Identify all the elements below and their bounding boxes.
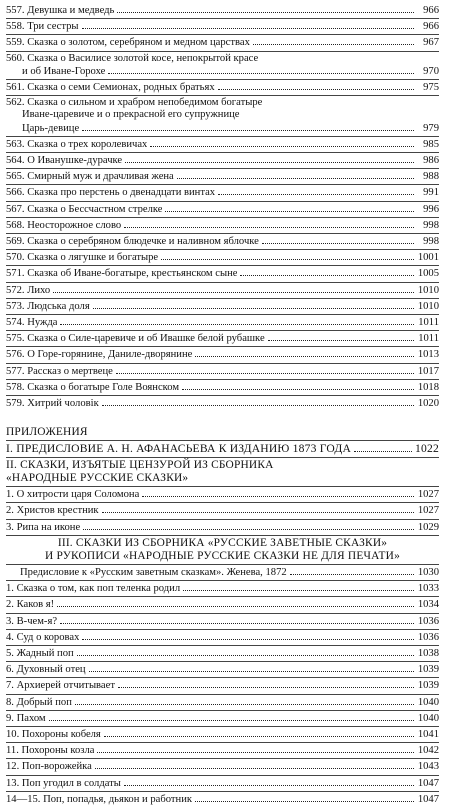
toc-entry [6, 521, 439, 534]
entry-title: 577. Рассказ о мертвеце [6, 365, 113, 377]
toc-entry [6, 81, 439, 94]
divider [6, 184, 439, 185]
entry-title-line: Царь-девице [22, 122, 80, 134]
section-3-list [6, 582, 439, 806]
page-number: 967 [423, 37, 439, 49]
dot-leader [97, 752, 414, 753]
divider [6, 395, 439, 396]
entry-title: 574. Нужда [6, 317, 58, 329]
divider [6, 677, 439, 678]
divider [6, 379, 439, 380]
dot-leader [183, 590, 414, 591]
dot-leader [82, 130, 414, 131]
entry-title: 575. Сказка о Силе-царевиче и об Ивашке белой рубашке [6, 333, 265, 345]
page-number: 1047 [417, 793, 439, 805]
toc-entry [6, 97, 439, 135]
divider [6, 233, 439, 234]
toc-entry [6, 316, 439, 329]
entry-title: 10. Похороны кобеля [6, 728, 101, 740]
page-number: 1036 [417, 615, 439, 627]
dot-leader [262, 243, 414, 244]
toc-entry [6, 663, 439, 676]
divider [6, 502, 439, 503]
entry-title: 1. Сказка о том, как поп теленка родил [6, 583, 181, 595]
toc-entry [6, 397, 439, 410]
divider [6, 710, 439, 711]
dot-leader [218, 89, 414, 90]
page-number: 970 [423, 65, 439, 77]
dot-leader [95, 768, 414, 769]
appendix-section-3-title-line1: III. СКАЗКИ ИЗ СБОРНИКА «РУССКИЕ ЗАВЕТНЫЕ СКАЗКИ» [57, 536, 388, 549]
page-number: 1038 [417, 647, 439, 659]
entry-title: 6. Духовный отец [6, 664, 86, 676]
entry-title-line: Иване-царевиче и о прекрасной его супружнице [22, 109, 240, 121]
divider [6, 580, 439, 581]
page-number: 966 [423, 21, 439, 33]
page-number: 988 [423, 171, 439, 183]
dot-leader [177, 178, 414, 179]
toc-entry [6, 53, 439, 78]
divider [6, 217, 439, 218]
entry-title: 571. Сказка об Иване-богатыре, крестьянском сыне [6, 268, 238, 280]
dot-leader [60, 623, 414, 624]
page-number: 1043 [417, 761, 439, 773]
page-number: 1027 [417, 489, 439, 501]
entry-title: 5. Жадный поп [6, 647, 74, 659]
entry-title: Предисловие к «Русским заветным сказкам». Женева, 1872 [20, 566, 287, 578]
divider [6, 201, 439, 202]
appendix-section-1 [6, 442, 439, 456]
entry-title: 13. Поп угодил в солдаты [6, 777, 121, 789]
toc-entry [6, 679, 439, 692]
dot-leader [49, 720, 414, 721]
toc-entry [6, 300, 439, 313]
divider [6, 486, 439, 487]
entry-last-line [6, 65, 439, 78]
entry-title: 563. Сказка о трех королевичах [6, 138, 148, 150]
entry-title-line: 562. Сказка о сильном и храбром непобедимом богатыре [6, 97, 263, 109]
dot-leader [82, 28, 414, 29]
entry-title: 7. Архиерей отчитывает [6, 680, 115, 692]
entry-title: 557. Девушка и медведь [6, 5, 115, 16]
dot-leader [93, 308, 414, 309]
page-number: 1001 [417, 252, 439, 264]
dot-leader [57, 606, 414, 607]
toc-entry [6, 20, 439, 33]
toc-entry [6, 712, 439, 725]
appendix-heading: ПРИЛОЖЕНИЯ [6, 426, 88, 439]
toc-entry [6, 235, 439, 248]
toc-entry [6, 332, 439, 345]
divider [6, 136, 439, 137]
toc-entry [6, 504, 439, 517]
dot-leader [53, 292, 414, 293]
section-3-preface [6, 566, 439, 579]
toc-entry [6, 647, 439, 660]
divider [6, 282, 439, 283]
divider [6, 168, 439, 169]
toc-entry [6, 36, 439, 49]
toc-entry [6, 598, 439, 611]
divider [6, 440, 439, 441]
dot-leader [83, 529, 414, 530]
divider [6, 726, 439, 727]
dot-leader [182, 389, 414, 390]
entry-title-line: 560. Сказка о Василисе золотой косе, непокрытой красе [6, 52, 259, 64]
toc-entry [6, 615, 439, 628]
divider [6, 645, 439, 646]
divider [6, 152, 439, 153]
divider [6, 249, 439, 250]
page-number: 1039 [417, 664, 439, 676]
page-number: 1040 [417, 696, 439, 708]
divider [6, 363, 439, 364]
divider [6, 694, 439, 695]
toc-entry [6, 793, 439, 806]
toc-entry [6, 744, 439, 757]
dot-leader [142, 496, 414, 497]
dot-leader [82, 639, 414, 640]
divider [6, 457, 439, 458]
dot-leader [102, 405, 414, 406]
page-number: 1029 [417, 521, 439, 533]
page-number: 1010 [417, 284, 439, 296]
entry-title: 579. Хитрий чоловік [6, 398, 99, 410]
entry-title: 558. Три сестры [6, 21, 79, 33]
toc-entry [6, 4, 439, 17]
divider [6, 661, 439, 662]
dot-leader [165, 211, 414, 212]
page-number: 1022 [415, 442, 439, 456]
dot-leader [102, 512, 414, 513]
toc-entry [6, 631, 439, 644]
entry-title: 568. Неосторожное слово [6, 219, 122, 231]
page-number: 998 [423, 219, 439, 231]
dot-leader [253, 44, 414, 45]
toc-entry [6, 582, 439, 595]
entry-title: 572. Лихо [6, 284, 51, 296]
dot-leader [118, 687, 414, 688]
dot-leader [354, 451, 412, 452]
page-number: 991 [423, 187, 439, 199]
page-number: 1010 [417, 300, 439, 312]
toc-entry [6, 488, 439, 501]
divider [6, 95, 439, 96]
page-number: 1036 [417, 631, 439, 643]
toc-entry [6, 251, 439, 264]
entry-title: 11. Похороны козла [6, 745, 95, 757]
toc-entry [6, 138, 439, 151]
toc-entry [6, 348, 439, 361]
dot-leader [75, 704, 414, 705]
entry-last-line [6, 122, 439, 135]
dot-leader [268, 340, 414, 341]
entry-title: 12. Поп-ворожейка [6, 761, 92, 773]
dot-leader [195, 801, 414, 802]
dot-leader [108, 73, 414, 74]
entry-title: 8. Добрый поп [6, 696, 72, 708]
page-number: 1040 [417, 712, 439, 724]
dot-leader [125, 162, 414, 163]
divider [6, 758, 439, 759]
toc-entry [6, 267, 439, 280]
section-title: I. ПРЕДИСЛОВИЕ А. Н. АФАНАСЬЕВА К ИЗДАНИЮ 1873 ГОДА [6, 442, 352, 456]
dot-leader [195, 356, 414, 357]
dot-leader [124, 227, 414, 228]
toc-entry [6, 728, 439, 741]
dot-leader [240, 275, 414, 276]
divider [6, 742, 439, 743]
dot-leader [116, 373, 414, 374]
page-number: 1033 [417, 583, 439, 595]
dot-leader [104, 736, 414, 737]
entry-title: 9. Пахом [6, 712, 46, 724]
entry-title: 559. Сказка о золотом, серебряном и медном царствах [6, 37, 250, 49]
entry-title: 576. О Горе-горянине, Даниле-дворянине [6, 349, 193, 361]
page-number: 1030 [417, 566, 439, 578]
divider [6, 330, 439, 331]
page-number: 1005 [417, 268, 439, 280]
dot-leader [290, 574, 414, 575]
page-number: 1011 [418, 333, 439, 345]
appendix-section-2-title-line2: «НАРОДНЫЕ РУССКИЕ СКАЗКИ» [6, 472, 189, 485]
dot-leader [161, 259, 414, 260]
toc-entry [6, 203, 439, 216]
page-number: 985 [423, 138, 439, 150]
toc-entry [6, 154, 439, 167]
tales-list [6, 4, 439, 410]
entry-title: 565. Смирный муж и драчливая жена [6, 171, 174, 183]
toc-entry [6, 760, 439, 773]
entry-title: 1. О хитрости царя Соломона [6, 489, 140, 501]
page-number: 996 [423, 203, 439, 215]
toc-entry [6, 170, 439, 183]
page-number: 1047 [417, 777, 439, 789]
divider [6, 535, 439, 536]
entry-title: 567. Сказка о Бессчастном стрелке [6, 203, 163, 215]
page-number: 1013 [417, 349, 439, 361]
divider [6, 629, 439, 630]
divider [6, 298, 439, 299]
entry-title: 570. Сказка о лягушке и богатыре [6, 252, 159, 264]
page-number: 1027 [417, 505, 439, 517]
page-number: 1018 [417, 381, 439, 393]
toc-entry [6, 284, 439, 297]
divider [6, 265, 439, 266]
divider [6, 79, 439, 80]
page-number: 1039 [417, 680, 439, 692]
entry-title: 561. Сказка о семи Семионах, родных братьях [6, 82, 215, 94]
entry-title: 578. Сказка о богатыре Голе Воянском [6, 381, 180, 393]
entry-title: 4. Суд о коровах [6, 631, 80, 643]
page-number: 1041 [417, 728, 439, 740]
entry-title: 3. Рипа на иконе [6, 521, 81, 533]
page-number: 1020 [417, 398, 439, 410]
page-number: 1011 [418, 317, 439, 329]
dot-leader [77, 655, 414, 656]
entry-title: 14—15. Поп, попадья, дьякон и работник [6, 793, 193, 805]
divider [6, 34, 439, 35]
appendix-section-2-title-line1: II. СКАЗКИ, ИЗЪЯТЫЕ ЦЕНЗУРОЙ ИЗ СБОРНИКА [6, 459, 274, 472]
dot-leader [150, 146, 414, 147]
page-number: 1034 [417, 599, 439, 611]
page-number: 1017 [417, 365, 439, 377]
divider [6, 18, 439, 19]
entry-title: 2. Каков я! [6, 599, 55, 611]
entry-title: 3. В-чем-я? [6, 615, 58, 627]
toc-entry [6, 365, 439, 378]
page-number: 986 [423, 155, 439, 167]
page-number: 979 [423, 122, 439, 134]
appendix-section-3-title-line2: И РУКОПИСИ «НАРОДНЫЕ РУССКИЕ СКАЗКИ НЕ ДЛЯ ПЕЧАТИ» [45, 549, 400, 562]
entry-title: 569. Сказка о серебряном блюдечке и наливном яблочке [6, 236, 259, 248]
divider [6, 775, 439, 776]
dot-leader [218, 194, 414, 195]
entry-title: 564. О Иванушке-дурачке [6, 155, 123, 167]
page-number: 998 [423, 236, 439, 248]
toc-entry [6, 696, 439, 709]
entry-title: 2. Христов крестник [6, 505, 99, 517]
toc-entry [6, 777, 439, 790]
toc-entry [6, 381, 439, 394]
page-number: 975 [423, 82, 439, 94]
section-2-list [6, 488, 439, 534]
dot-leader [89, 671, 414, 672]
divider [6, 613, 439, 614]
toc-entry [6, 186, 439, 199]
divider [6, 564, 439, 565]
divider [6, 791, 439, 792]
divider [6, 314, 439, 315]
divider [6, 51, 439, 52]
entry-title-line: и об Иване-Горохе [22, 65, 106, 77]
dot-leader [124, 785, 414, 786]
divider [6, 346, 439, 347]
page-number: 966 [423, 5, 439, 16]
dot-leader [117, 12, 414, 13]
entry-title: 573. Людська доля [6, 300, 90, 312]
page-number: 1042 [417, 745, 439, 757]
toc-entry [6, 219, 439, 232]
dot-leader [60, 324, 414, 325]
divider [6, 519, 439, 520]
entry-title: 566. Сказка про перстень о двенадцати винтах [6, 187, 216, 199]
divider [6, 596, 439, 597]
